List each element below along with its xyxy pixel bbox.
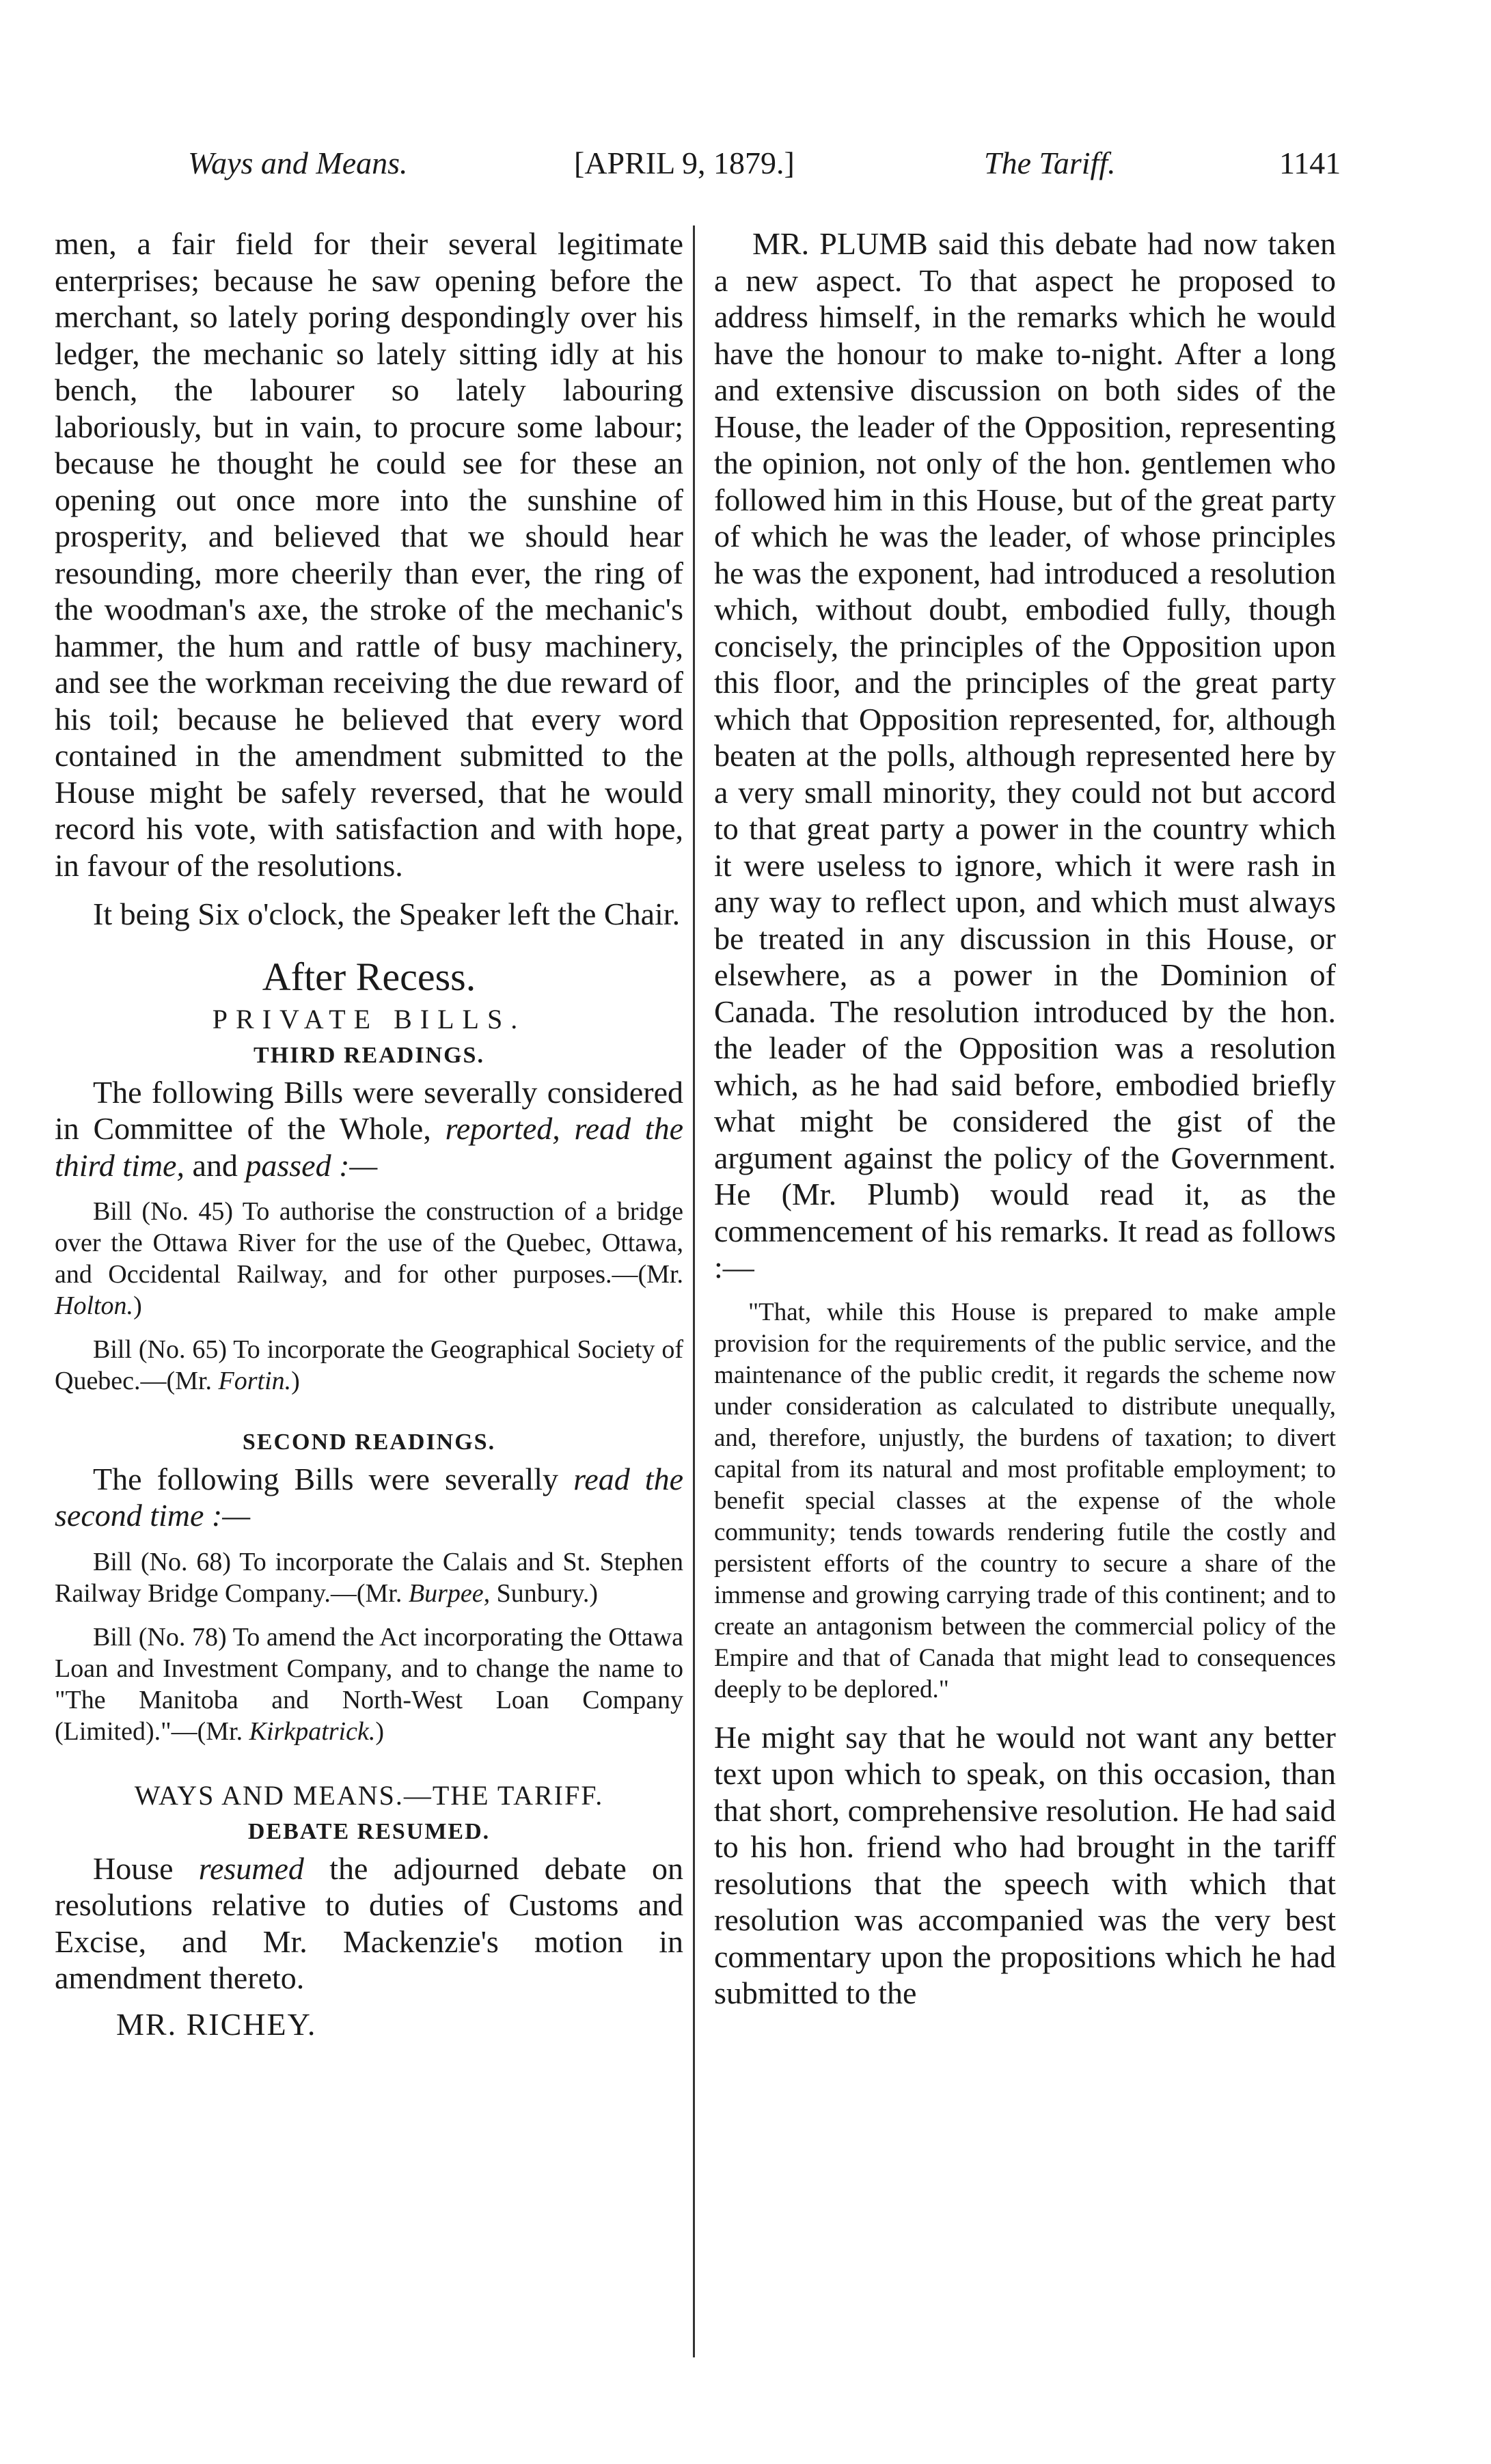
- heading-third-readings: THIRD READINGS.: [254, 1043, 484, 1068]
- header-topic: The Tariff.: [984, 146, 1116, 180]
- paragraph-continuation-right: He might say that he would not want any better text upon which to speak, on this occasion, than that short, comprehensive resolution. He had said to his hon. friend who had brought in the tariff resolutions that the speech with which that resolution was accompanied was the very best commentary upon the propositions which he had submitted to the: [714, 1719, 1336, 2010]
- plumb-text: said this debate had now taken a new aspect. To that aspect he proposed to address himself, in the remarks which he would have the honour to make to-night. After a long and extensive discussion on both sides of the House, the leader of the Opposition, representing the opinion, not only of the hon. gentlemen who followed him in this House, but of the great party of which he was the leader, of whose principles he was the exponent, had introduced a resolution which, without doubt, embodied fully, though concisely, the principles of the Opposition upon this floor, and the principles of the great party which that Opposition represented, for, although beaten at the polls, although represented here by a very small minority, they could not but accord to that great party a power in the country which it were useless to ignore, which it were rash in any way to reflect upon, and which must always be treated in any discussion in this House, or elsewhere, as a power in the Dominion of Canada. The resolution introduced by the hon. the leader of the Opposition was a resolution which, as he had said before, embodied briefly what might be considered the gist of the argument against the policy of the Government. He (Mr. Plumb) would read it, as the commencement of his remarks. It read as follows :—: [714, 226, 1337, 1285]
- left-column: [55, 225, 683, 2042]
- section-after-recess: After Recess.: [262, 954, 476, 999]
- heading-private-bills: PRIVATE BILLS.: [212, 1003, 526, 1035]
- intro-italic-passed: passed :—: [245, 1147, 378, 1183]
- paragraph-house-resumed: [55, 1850, 683, 1997]
- heading-ways-and-means: WAYS AND MEANS.—THE TARIFF.: [134, 1779, 604, 1811]
- speaker-richey: MR. RICHEY.: [116, 2006, 317, 2042]
- bill-45-member: Holton.: [55, 1291, 134, 1320]
- bill-45-text: Bill (No. 45) To authorise the construction of a bridge over the Ottawa River for the use of the Quebec, Ottawa, and Occidental Railway, and for other purposes.—(Mr.: [55, 1197, 683, 1289]
- paragraph-plumb: [714, 225, 1336, 1286]
- header-date: [APRIL 9, 1879.]: [574, 146, 795, 180]
- bill-65: Bill (No. 65) To incorporate the Geographical Society of Quebec.—(Mr. Fortin.): [55, 1335, 683, 1395]
- column-divider: [693, 225, 695, 2357]
- bill-68-member: Burpee,: [408, 1578, 491, 1608]
- intro-italic: reported, read the third time,: [55, 1111, 684, 1183]
- bill-68-text: Bill (No. 68) To incorporate the Calais and St. Stephen Railway Bridge Company.—(Mr.: [55, 1547, 683, 1608]
- second-readings-intro: [55, 1461, 683, 1534]
- bill-78-text: Bill (No. 78) To amend the Act incorporating the Ottawa Loan and Investment Company, and to change the name to "The Manitoba and North-West Loan Company (Limited)."—(Mr.: [55, 1622, 683, 1746]
- house-text-a: House: [93, 1850, 174, 1886]
- bill-78: Bill (No. 78) To amend the Act incorporating the Ottawa Loan and Investment Company, and to change the name to "The Manitoba and North-West Loan Company (Limited)."—(Mr. Kirkpatrick.): [55, 1622, 683, 1746]
- bill-68-riding: Sunbury.): [496, 1578, 599, 1608]
- bill-45: Bill (No. 45) To authorise the construction of a bridge over the Ottawa River for the use of the Quebec, Ottawa, and Occidental Railway, and for other purposes.—(Mr. Holton.): [55, 1197, 683, 1320]
- right-column: [714, 225, 1336, 2012]
- second-intro-text: The following Bills were severally: [93, 1461, 559, 1496]
- second-intro-italic: read the second time :—: [55, 1461, 683, 1533]
- third-readings-intro: [55, 1074, 683, 1184]
- header-section-title: Ways and Means.: [188, 146, 408, 180]
- house-italic: resumed: [198, 1850, 304, 1886]
- bill-68: [55, 1546, 683, 1609]
- bill-65-member: Fortin.: [218, 1367, 292, 1395]
- paragraph-speaker-left: It being Six o'clock, the Speaker left the Chair.: [93, 896, 681, 931]
- page-number: 1141: [1279, 146, 1341, 180]
- intro-text: The following Bills were severally considered in Committee of the Whole,: [55, 1074, 683, 1146]
- heading-debate-resumed: DEBATE RESUMED.: [247, 1819, 491, 1844]
- quoted-resolution: "That, while this House is prepared to make ample provision for the requirements of the public service, and the maintenance of the public credit, it regards the scheme now under consideration as calculated to distribute unequally, and, therefore, unjustly, the burdens of taxation; to divert capital from its natural and most profitable employment; to benefit special classes at the expense of the whole community; tends towards rendering futile the costly and persistent efforts of the country to secure a share of the immense and growing carrying trade of this continent; and to create an antagonism between the commercial policy of the Empire and that of Canada that might lead to consequences deeply to be deplored.": [714, 1298, 1336, 1703]
- bill-78-member: Kirkpatrick.: [249, 1716, 376, 1746]
- heading-second-readings: SECOND READINGS.: [242, 1429, 496, 1455]
- bill-65-text: Bill (No. 65) To incorporate the Geographical Society of Quebec.—(Mr.: [55, 1335, 683, 1395]
- intro-and: and: [192, 1147, 238, 1183]
- speaker-plumb: MR. PLUMB: [752, 226, 928, 261]
- house-text-b: the adjourned debate on resolutions relative to duties of Customs and Excise, and Mr. Mackenzie's motion in amendment thereto.: [55, 1850, 684, 1995]
- running-header: [0, 145, 1491, 193]
- paragraph-continuation: men, a fair field for their several legitimate enterprises; because he saw opening before the merchant, so lately poring despondingly over his ledger, the mechanic so lately sitting idly at his bench, the labourer so lately labouring laboriously, but in vain, to procure some labour; because he thought he could see for these an opening out once more into the sunshine of prosperity, and believed that we should hear resounding, more cheerily than ever, the ring of the woodman's axe, the stroke of the mechanic's hammer, the hum and rattle of busy machinery, and see the workman receiving the due reward of his toil; because he believed that every word contained in the amendment submitted to the House might be safely reversed, that he would record his vote, with satisfaction and with hope, in favour of the resolutions.: [55, 226, 683, 883]
